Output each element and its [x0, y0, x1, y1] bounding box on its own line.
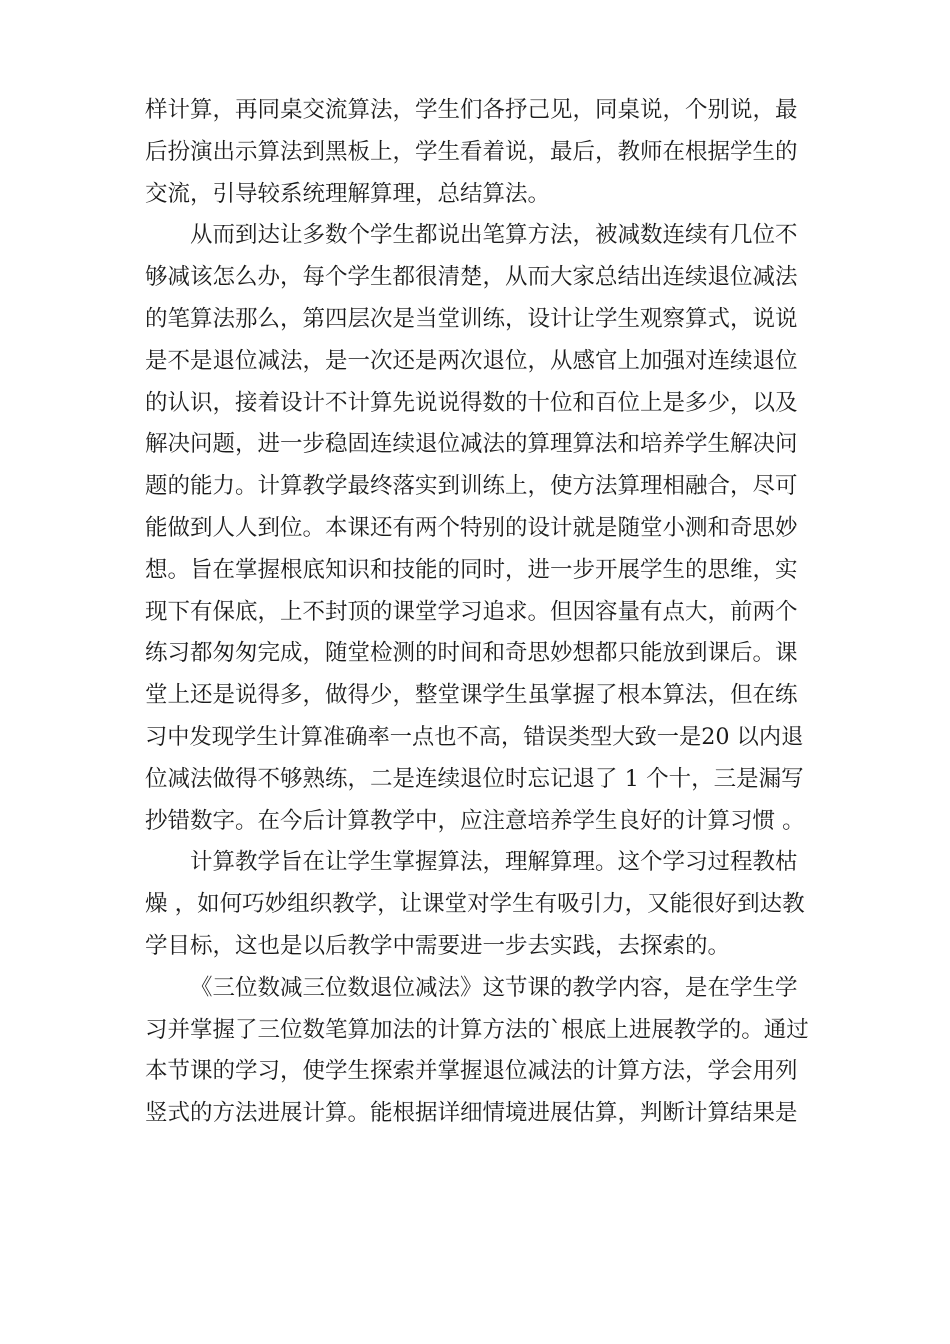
text-line: 学目标，这也是以后教学中需要进一步去实践，去探索的。 [145, 932, 731, 959]
text-line: 解决问题，进一步稳固连续退位减法的算理算法和培养学生解决问 [145, 431, 798, 458]
paragraph-start-line: 计算教学旨在让学生掌握算法，理解算理。这个学习过程教枯 [190, 849, 798, 876]
text-line: 习中发现学生计算准确率一点也不高，错误类型大致一是20 以内退 [145, 723, 804, 750]
body-text [145, 90, 810, 1135]
text-line: 堂上还是说得多，做得少，整堂课学生虽掌握了根本算法，但在练 [145, 682, 798, 709]
text-line: 本节课的学习，使学生探索并掌握退位减法的计算方法，学会用列 [145, 1058, 798, 1085]
text-line: 燥 ，如何巧妙组织教学，让课堂对学生有吸引力，又能很好到达教 [145, 891, 805, 918]
paragraph-start-line: 《三位数减三位数退位减法》这节课的教学内容，是在学生学 [190, 974, 798, 1001]
text-line: 能做到人人到位。本课还有两个特别的设计就是随堂小测和奇思妙 [145, 514, 798, 541]
text-line: 样计算，再同桌交流算法，学生们各抒己见，同桌说，个别说，最 [145, 97, 798, 123]
text-line: 抄错数字。在今后计算教学中，应注意培养学生良好的计算习惯 。 [145, 807, 805, 834]
text-line: 后扮演出示算法到黑板上，学生看着说，最后，教师在根据学生的 [145, 138, 798, 165]
text-line: 的认识，接着设计不计算先说说得数的十位和百位上是多少，以及 [145, 389, 798, 416]
text-line: 交流，引导较系统理解算理，总结算法。 [145, 180, 551, 207]
text-line: 的笔算法那么，第四层次是当堂训练，设计让学生观察算式，说说 [145, 305, 798, 332]
text-line: 竖式的方法进展计算。能根据详细情境进展估算，判断计算结果是 [145, 1100, 798, 1127]
text-line: 习并掌握了三位数笔算加法的计算方法的`根底上进展教学的。通过 [145, 1016, 809, 1043]
text-line: 题的能力。计算教学最终落实到训练上，使方法算理相融合，尽可 [145, 473, 798, 500]
paragraph-start-line: 从而到达让多数个学生都说出笔算方法，被减数连续有几位不 [190, 222, 798, 249]
text-line: 练习都匆匆完成，随堂检测的时间和奇思妙想都只能放到课后。课 [145, 640, 798, 667]
text-line: 位减法做得不够熟练，二是连续退位时忘记退了 1 个十，三是漏写 [145, 765, 804, 792]
text-line: 是不是退位减法，是一次还是两次退位，从感官上加强对连续退位 [145, 347, 798, 374]
text-line: 想。旨在掌握根底知识和技能的同时，进一步开展学生的思维，实 [145, 556, 798, 583]
text-line: 现下有保底，上不封顶的课堂学习追求。但因容量有点大，前两个 [145, 598, 798, 625]
text-line: 够减该怎么办，每个学生都很清楚，从而大家总结出连续退位减法 [145, 264, 798, 291]
